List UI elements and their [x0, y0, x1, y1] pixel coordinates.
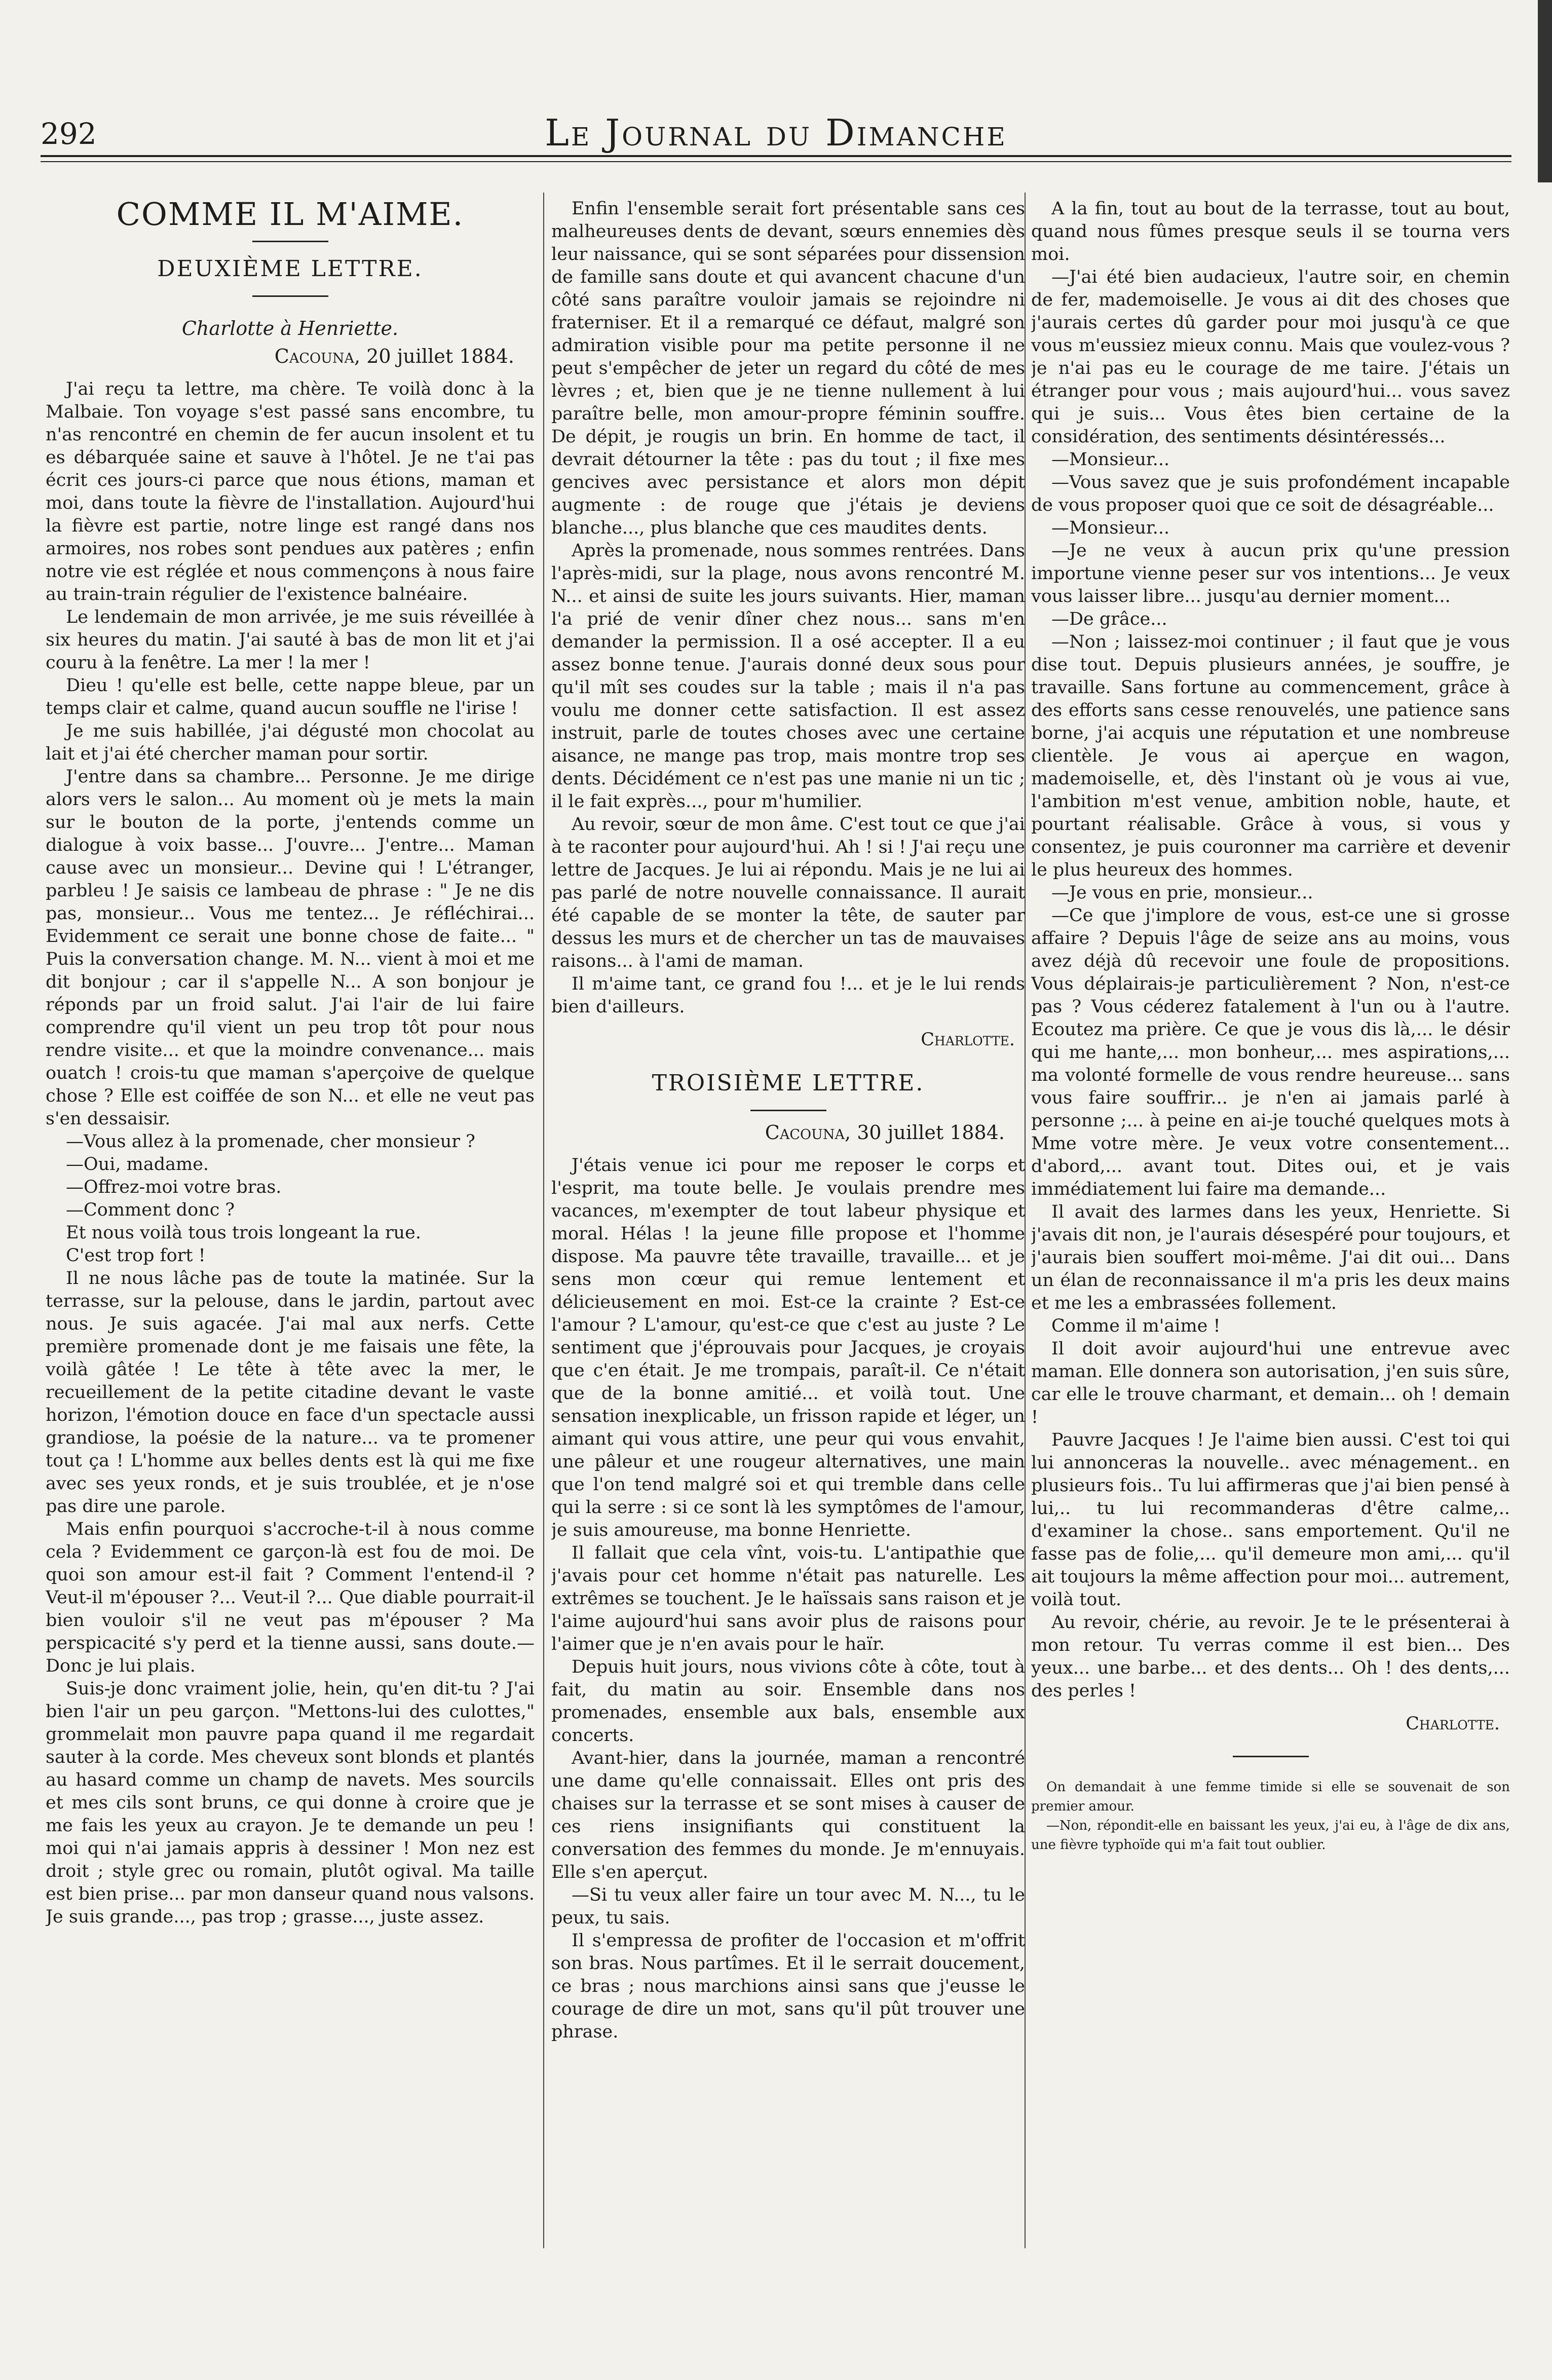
paragraph: —Oui, madame. — [66, 1154, 209, 1175]
paragraph: —Je vous en prie, monsieur... — [1051, 883, 1313, 903]
paragraph: Suis-je donc vraiment jolie, hein, qu'en dit-tu ? J'ai bien l'air un peu garçon. "Mettons-lui des culottes," grommelait mon pauvre papa quand il me regardait sauter à la corde. Mes cheveux sont blonds et plantés au hasard comme un champ de navets. Mes sourcils et mes cils sont bruns, ce qui donne à croire que je me fais les yeux au crayon. Je te demande un peu ! moi qui n'ai jamais appris à dessiner ! Mon nez est droit ; style grec ou romain, plutôt ogival. Ma taille est bien prise... par mon danseur quand nous valsons. Je suis grande..., pas trop ; grasse..., juste assez. — [46, 1679, 535, 1927]
letter-3-signature: Charlotte. — [1406, 1714, 1500, 1734]
paragraph: Pauvre Jacques ! Je l'aime bien aussi. C'est toi qui lui annonceras la nouvelle.. avec ménagement.. en plusieurs fois.. Tu lui affirmeras que j'ai bien pensé à lui,.. tu lui recommanderas d'être calme,.. d'examiner la chose.. sans emportement. Qu'il ne fasse pas de folie,... qu'il demeure mon ami,... qu'il ait toujours la même affection pour moi... autrement, voilà tout. — [1031, 1430, 1510, 1610]
page-number: 292 — [41, 117, 97, 151]
letter-2-dateline — [46, 345, 514, 368]
journal-title: Le Journal du Dimanche — [545, 111, 1007, 154]
letter-2-salutation: Charlotte à Henriette. — [181, 317, 399, 339]
section-rule — [1233, 1756, 1309, 1757]
paragraph: Il s'empressa de profiter de l'occasion et m'offrit son bras. Nous partîmes. Et il le serrait doucement, ce bras ; nous marchions ainsi sans que j'eusse le courage de dire un mot, sans qu'il pût trouver une phrase. — [551, 1931, 1025, 2042]
heading-rule — [252, 295, 328, 297]
paragraph: —Vous allez à la promenade, cher monsieur ? — [66, 1131, 475, 1152]
page-edge-shadow — [1538, 0, 1552, 182]
paragraph: Dieu ! qu'elle est belle, cette nappe bleue, par un temps clair et calme, quand aucun souffle ne l'irise ! — [46, 675, 535, 719]
paragraph: Après la promenade, nous sommes rentrées. Dans l'après-midi, sur la plage, nous avons rencontré M. N... et ainsi de suite les jours suivants. Hier, maman l'a prié de venir dîner chez nous... sans m'en demander la permission. Il a osé accepter. Il a eu assez bonne tenue. J'aurais donné deux sous pour qu'il mît ses coudes sur la table ; mais il n'a pas voulu me donner cette satisfaction. Il est assez instruit, parle de toutes choses avec une certaine aisance, ne mange pas trop, mais montre trop ses dents. Décidément ce n'est pas une manie ni un tic ; il le fait exprès..., pour m'humilier. — [551, 541, 1025, 812]
paragraph: Comme il m'aime ! — [1051, 1316, 1221, 1336]
paragraph: J'ai reçu ta lettre, ma chère. Te voilà donc à la Malbaie. Ton voyage s'est passé sans encombre, tu n'as rencontré en chemin de fer aucun insolent et tu es débarquée saine et sauve à l'hôtel. Je ne t'ai pas écrit ces jours-ci parce que nous étions, maman et moi, dans toute la fièvre de l'installation. Aujourd'hui la fièvre est partie, notre linge est rangé dans nos armoires, nos robes sont pendues aux patères ; enfin notre vie est réglée et nous commençons à nous faire au train-train régulier de l'existence balnéaire. — [46, 379, 535, 605]
paragraph: —Comment donc ? — [66, 1200, 235, 1220]
title-rule — [252, 241, 328, 242]
paragraph: Et nous voilà tous trois longeant la rue. — [66, 1223, 421, 1243]
paragraph: Il ne nous lâche pas de toute la matinée. Sur la terrasse, sur la pelouse, dans le jardin, partout avec nous. Je suis agacée. J'ai mal aux nerfs. Cette première promenade dont je me faisais une fête, la voilà gâtée ! Le tête à tête avec la mer, le recueillement de la petite citadine devant le vaste horizon, l'émotion douce en face d'un spectacle aussi grandiose, la poésie de la nature... va te promener tout ça ! L'homme aux belles dents est là qui me fixe avec ses yeux ronds, et je suis troublée, et je n'ose pas dire une parole. — [46, 1268, 535, 1517]
letter-2-place: Cacouna, — [274, 345, 361, 367]
paragraph: —Offrez-moi votre bras. — [66, 1177, 282, 1197]
paragraph: —De grâce... — [1051, 609, 1167, 629]
paragraph: —Monsieur... — [1051, 518, 1170, 538]
letter-3-place: Cacouna, — [765, 1121, 851, 1144]
anecdote-paragraph: On demandait à une femme timide si elle se souvenait de son premier amour. — [1031, 1780, 1510, 1814]
anecdote-paragraph: —Non, répondit-elle en baissant les yeux, j'ai eu, à l'âge de dix ans, une fièvre typhoïde qui m'a fait tout oublier. — [1031, 1818, 1510, 1853]
paragraph: Il doit avoir aujourd'hui une entrevue avec maman. Elle donnera son autorisation, j'en suis sûre, car elle le trouve charmant, et demain... oh ! demain ! — [1031, 1339, 1510, 1427]
article-title: COMME IL M'AIME. — [116, 198, 464, 233]
paragraph: Il fallait que cela vînt, vois-tu. L'antipathie que j'avais pour cet homme n'était pas naturelle. Les extrêmes se touchent. Je le haïssais sans raison et je l'aime aujourd'hui sans avoir plus de raisons pour l'aimer que je n'en avais pour le haïr. — [551, 1543, 1025, 1654]
heading-rule — [750, 1110, 826, 1111]
paragraph: —Je ne veux à aucun prix qu'une pression importune vienne peser sur vos intentions... Je veux vous laisser libre... jusqu'au dernier moment... — [1031, 541, 1510, 607]
letter-2-date: 20 juillet 1884. — [366, 345, 514, 367]
paragraph: Je me suis habillée, j'ai dégusté mon chocolat au lait et j'ai été chercher maman pour sortir. — [46, 721, 535, 764]
paragraph: —Si tu veux aller faire un tour avec M. N..., tu le peux, tu sais. — [551, 1885, 1025, 1928]
paragraph: Il m'aime tant, ce grand fou !... et je le lui rends bien d'ailleurs. — [551, 974, 1025, 1017]
letter-3-dateline — [551, 1121, 1005, 1144]
anecdote — [1031, 1778, 1510, 1855]
letter-2-heading: DEUXIÈME LETTRE. — [157, 256, 423, 282]
page-header — [41, 106, 1511, 162]
paragraph: Il avait des larmes dans les yeux, Henriette. Si j'avais dit non, je l'aurais désespéré pour toujours, et j'aurais bien souffert moi-même. J'ai dit oui... Dans un élan de reconnaissance il m'a pris les deux mains et me les a embrassées follement. — [1031, 1202, 1510, 1313]
letter-3-date: 30 juillet 1884. — [857, 1121, 1005, 1144]
paragraph: —Vous savez que je suis profondément incapable de vous proposer quoi que ce soit de désagréable... — [1031, 472, 1510, 515]
column-divider — [543, 193, 544, 2248]
paragraph: Depuis huit jours, nous vivions côte à côte, tout à fait, du matin au soir. Ensemble dans nos promenades, ensemble aux bals, ensemble aux concerts. — [551, 1657, 1025, 1746]
paragraph: —Monsieur... — [1051, 449, 1170, 470]
paragraph: Le lendemain de mon arrivée, je me suis réveillée à six heures du matin. J'ai sauté à bas de mon lit et j'ai couru à la fenêtre. La mer ! la mer ! — [46, 607, 535, 673]
paragraph: Au revoir, sœur de mon âme. C'est tout ce que j'ai à te raconter pour aujourd'hui. Ah ! si ! J'ai reçu une lettre de Jacques. Je lui ai répondu. Mais je ne lui ai pas parlé de notre nouvelle connaissance. Il aurait été capable de se monter la tête, de sauter par dessus les murs et de chercher un tas de mauvaises raisons... à l'ami de maman. — [551, 814, 1025, 971]
paragraph: Au revoir, chérie, au revoir. Je te le présenterai à mon retour. Tu verras comme il est bien... Des yeux... une barbe... et des dents... Oh ! des dents,... des perles ! — [1031, 1612, 1510, 1701]
letter-2-signature: Charlotte. — [921, 1030, 1015, 1050]
paragraph: C'est trop fort ! — [66, 1245, 206, 1266]
paragraph: —J'ai été bien audacieux, l'autre soir, en chemin de fer, mademoiselle. Je vous ai dit des choses que j'aurais certes dû garder pour moi jusqu'à ce que vous m'eussiez mieux connu. Mais que voulez-vous ? je n'ai pas eu le courage de me taire. J'étais un étranger pour vous ; mais aujourd'hui... vous savez qui je suis... Vous êtes bien certaine de la considération, des sentiments désintéressés... — [1031, 267, 1510, 447]
paragraph: J'étais venue ici pour me reposer le corps et l'esprit, ma toute belle. Je voulais prendre mes vacances, m'exempter de tout labeur physique et moral. Hélas ! la jeune fille propose et l'homme dispose. Ma pauvre tête travaille, travaille... et je sens mon cœur qui remue lentement et délicieusement en moi. Est-ce la crainte ? Est-ce l'amour ? L'amour, qu'est-ce que c'est au juste ? Le sentiment que j'éprouvais pour Jacques, je croyais que c'en était. Je me trompais, paraît-il. Ce n'était que de la bonne amitié... et voilà tout. Une sensation inexplicable, un frisson rapide et léger, un aimant qui vous attire, une peur qui vous envahit, une pâleur et une rougeur alternatives, une main que l'on tend malgré soi et qui tremble dans celle qui la serre : si ce sont là les symptômes de l'amour, je suis amoureuse, ma bonne Henriette. — [551, 1155, 1025, 1540]
column-1 — [46, 198, 535, 2248]
column-2 — [551, 198, 1025, 2248]
column-3 — [1031, 198, 1510, 2248]
header-rule — [41, 155, 1511, 162]
paragraph: Enfin l'ensemble serait fort présentable sans ces malheureuses dents de devant, sœurs ennemies dès leur naissance, qui se sont séparées pour dissension de famille sans doute et qui avancent chacune d'un côté sans paraître vouloir jamais se rejoindre ni fraterniser. Et il a remarqué ce défaut, malgré son admiration visible pour ma petite personne il ne peut s'empêcher de jeter un regard du côté de mes lèvres ; et, bien que je ne tienne nullement à lui paraître belle, mon amour-propre féminin souffre. De dépit, je rougis un brin. En homme de tact, il devrait détourner la tête : pas du tout ; il fixe mes gencives avec persistance et alors mon dépit augmente : de rouge que j'étais je deviens blanche..., plus blanche que ces maudites dents. — [551, 199, 1025, 538]
paragraph: Mais enfin pourquoi s'accroche-t-il à nous comme cela ? Evidemment ce garçon-là est fou de moi. De quoi son amour est-il fait ? Comment l'entend-il ? Veut-il m'épouser ?... Veut-il ?... Que diable pourrait-il bien vouloir s'il ne veut pas m'épouser ? Ma perspicacité s'y perd et la tienne aussi, sans doute.—Donc je lui plais. — [46, 1519, 535, 1676]
paragraph: J'entre dans sa chambre... Personne. Je me dirige alors vers le salon... Au moment où je mets la main sur le bouton de la porte, j'entends comme un dialogue à voix basse... J'ouvre... J'entre... Maman cause avec un monsieur... Devine qui ! L'étranger, parbleu ! Je saisis ce lambeau de phrase : " Je ne dis pas, monsieur... Vous me tentez... Je réfléchirai... Evidemment ce serait une bonne chose de faite... " Puis la conversation change. M. N... vient à moi et me dit bonjour ; car il s'appelle N... A son bonjour je réponds par un froid salut. J'ai l'air de lui faire comprendre qu'il vient un peu trop tôt pour nous rendre visite... et que la moindre convenance... mais ouatch ! crois-tu que maman s'aperçoive de quelque chose ? Elle est coiffée de son N... et elle ne veut pas s'en dessaisir. — [46, 767, 535, 1129]
paragraph: A la fin, tout au bout de la terrasse, tout au bout, quand nous fûmes presque seuls il se tourna vers moi. — [1031, 199, 1510, 265]
paragraph: Avant-hier, dans la journée, maman a rencontré une dame qu'elle connaissait. Elles ont pris des chaises sur la terrasse et se sont mises à causer de ces riens insignifiants qui constituent la conversation des femmes du monde. Je m'ennuyais. Elle s'en aperçut. — [551, 1748, 1025, 1882]
paragraph: —Ce que j'implore de vous, est-ce une si grosse affaire ? Depuis l'âge de seize ans au moins, vous avez déjà dû recevoir une foule de propositions. Vous déplairais-je particulièrement ? Non, n'est-ce pas ? Vous céderez fatalement à l'un ou à l'autre. Ecoutez ma prière. Ce que je vous dis là,... le désir qui me hante,... mon bonheur,... mes aspirations,... ma volonté formelle de vous rendre heureuse... sans vous faire souffrir... je n'en ai jamais parlé à personne ;... à peine en ai-je touché quelques mots à Mme votre mère. Je veux votre consentement... d'abord,... avant tout. Dites oui, et je vais immédiatement lui faire ma demande... — [1031, 905, 1510, 1199]
letter-3-heading: TROISIÈME LETTRE. — [652, 1070, 925, 1096]
paragraph: —Non ; laissez-moi continuer ; il faut que je vous dise tout. Depuis plusieurs années, je souffre, je travaille. Sans fortune au commencement, grâce à des efforts sans cesse renouvelés, une patience sans borne, j'ai acquis une réputation et une nombreuse clientèle. Je vous ai aperçue en wagon, mademoiselle, et, dès l'instant où je vous ai vue, l'ambition m'est venue, ambition noble, haute, et pourtant réalisable. Grâce à vous, si vous y consentez, je puis couronner ma carrière et devenir le plus heureux des hommes. — [1031, 632, 1510, 880]
